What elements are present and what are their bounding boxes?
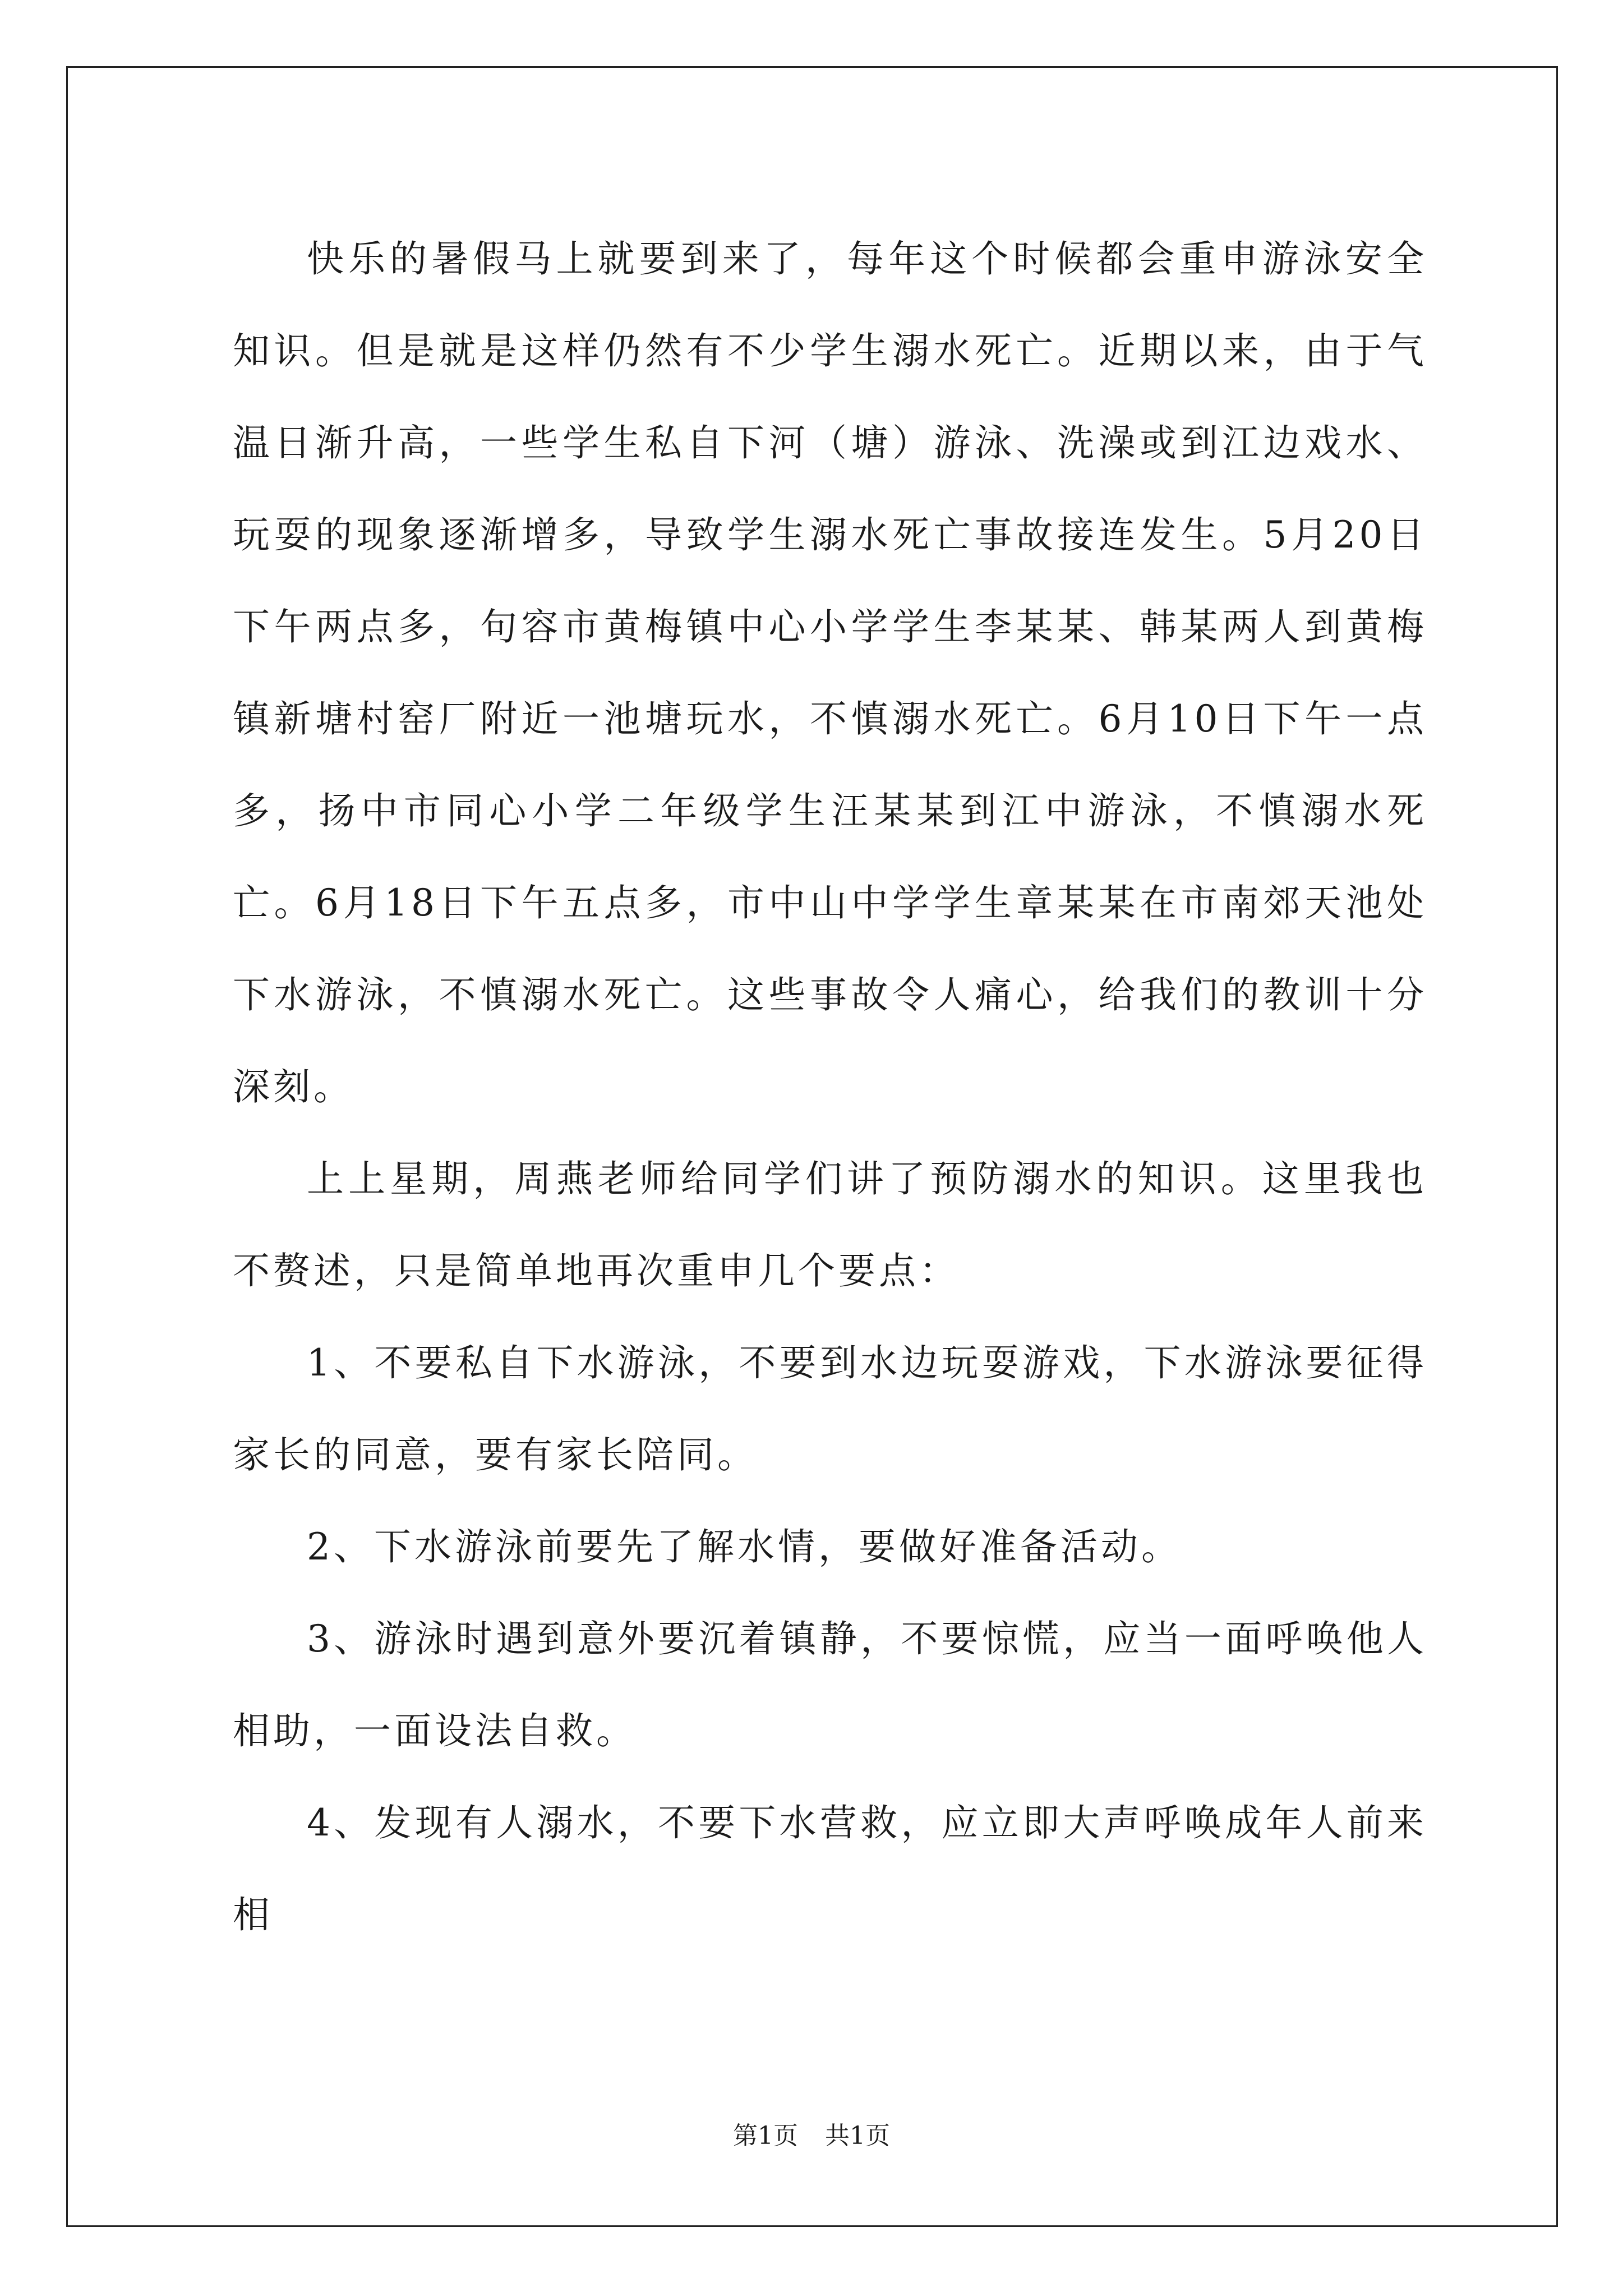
page-footer xyxy=(0,2119,1623,2153)
page-number: 第1页 xyxy=(733,2122,798,2150)
page-total: 共1页 xyxy=(825,2122,890,2150)
paragraph-intro: 快乐的暑假马上就要到来了，每年这个时候都会重申游泳安全知识。但是就是这样仍然有不少学生溺水死亡。近期以来，由于气温日渐升高，一些学生私自下河（塘）游泳、洗澡或到江边戏水、玩耍的现象逐渐增多，导致学生溺水死亡事故接连发生。5月20日下午两点多，句容市黄梅镇中心小学学生李某某、韩某两人到黄梅镇新塘村窑厂附近一池塘玩水，不慎溺水死亡。6月10日下午一点多，扬中市同心小学二年级学生汪某某到江中游泳，不慎溺水死亡。6月18日下午五点多，市中山中学学生章某某在市南郊天池处下水游泳，不慎溺水死亡。这些事故令人痛心，给我们的教训十分深刻。 xyxy=(233,237,1427,1108)
paragraph-review: 上上星期，周燕老师给同学们讲了预防溺水的知识。这里我也不赘述，只是简单地再次重申几个要点： xyxy=(233,1157,1427,1292)
document-body xyxy=(233,213,1427,1961)
paragraph-point-1: 1、不要私自下水游泳，不要到水边玩耍游戏，下水游泳要征得家长的同意，要有家长陪同。 xyxy=(233,1341,1427,1476)
paragraph-point-3: 3、游泳时遇到意外要沉着镇静，不要惊慌，应当一面呼唤他人相助，一面设法自救。 xyxy=(233,1617,1427,1752)
paragraph-point-2: 2、下水游泳前要先了解水情，要做好准备活动。 xyxy=(307,1525,1182,1568)
paragraph-point-4: 4、发现有人溺水，不要下水营救，应立即大声呼唤成年人前来相 xyxy=(233,1801,1427,1936)
